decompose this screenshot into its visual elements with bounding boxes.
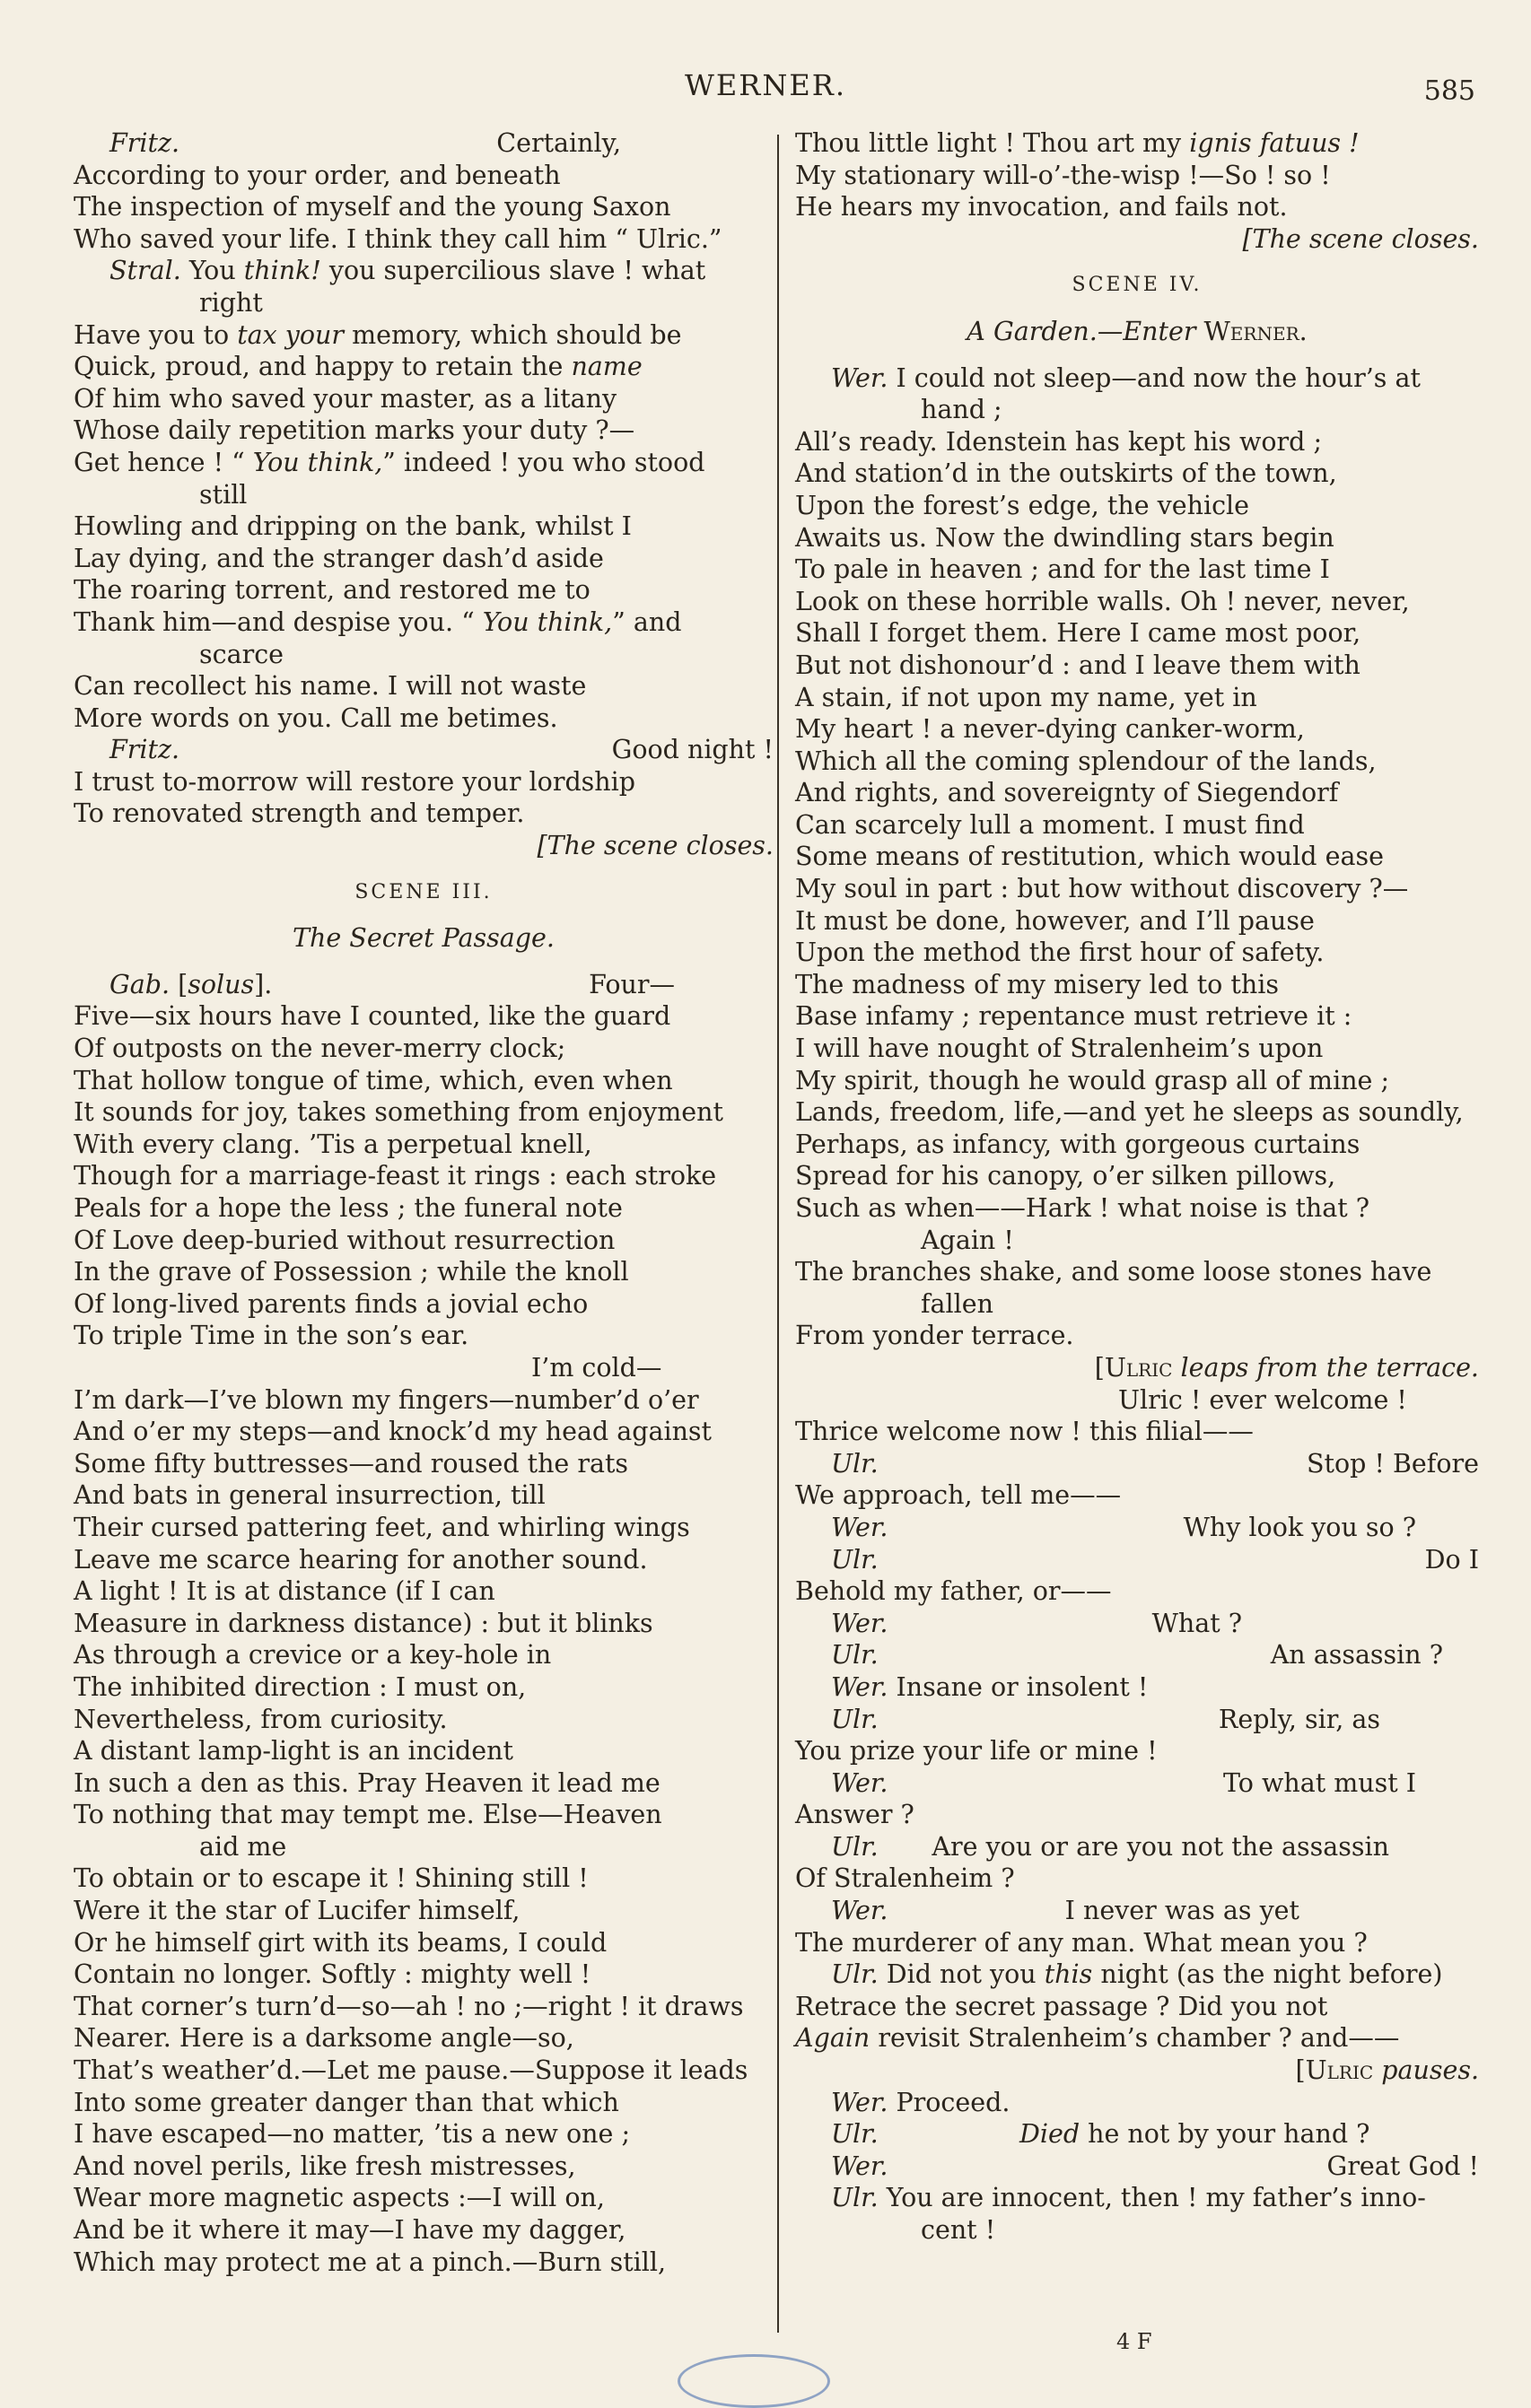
speech-text: Thank him—and despise you. “ [74,606,483,637]
speech-text: ]. [254,969,273,999]
speaker-name: Wer. [831,362,888,393]
speaker-name: Wer. [831,2151,888,2181]
verse-line: And station’d in the outskirts of the town, [795,458,1337,489]
speaker-name: Wer. [831,1512,888,1542]
verse-line: Can scarcely lull a moment. I must find [795,809,1305,840]
stage-direction [795,1352,1479,1384]
speech-text: ” indeed ! you who stood [382,447,705,477]
verse-line: That hollow tongue of time, which, even when [74,1065,673,1095]
verse-line: To renovated strength and temper. [74,798,525,829]
verse-line: Spread for his canopy, o’er silken pillows, [795,1161,1336,1191]
verse-line [74,127,774,160]
speech-text: night (as the night before) [1092,1959,1443,1990]
verse-line: Some means of restitution, which would ease [795,842,1384,872]
verse-line [74,606,774,639]
verse-line: And rights, and sovereignty of Siegendorf [795,778,1339,808]
speech-text: Good night ! [611,735,774,765]
verse-line: To nothing that may tempt me. Else—Heaven [74,1800,662,1830]
emphasis: tax your [237,319,345,350]
verse-line: A distant lamp-light is an incident [74,1736,513,1767]
speech-text: revisit Stralenheim’s chamber ? and—— [870,2023,1400,2054]
verse-line [795,362,1479,395]
verse-line: Of outposts on the never-merry clock; [74,1034,566,1064]
speech-text: you supercilious slave ! what [320,256,706,286]
verse-line: According to your order, and beneath [74,160,561,190]
emphasis: ignis fatuus ! [1189,128,1360,158]
speaker-name: Wer. [831,1608,888,1638]
verse-line [795,2182,1479,2214]
verse-line-turnover: hand ; [921,395,1002,425]
speech-text: Thou little light ! Thou art my [795,128,1190,158]
verse-line: Though for a marriage-feast it rings : each stroke [74,1161,717,1191]
verse-line [74,351,774,383]
verse-line: Wear more magnetic aspects :—I will on, [74,2183,605,2213]
left-column [74,127,774,2278]
speech-text: Proceed. [888,2087,1010,2117]
verse-line: All’s ready. Idenstein has kept his word ; [795,426,1323,457]
speech-text: he not by your hand ? [1080,2119,1370,2150]
verse-line [795,127,1479,160]
verse-line: That corner’s turn’d—so—ah ! no ;—right ! it draws [74,1991,744,2021]
verse-line: To obtain or to escape it ! Shining still ! [74,1863,589,1894]
spacer [795,301,1479,316]
speaker-name: Ulr. [831,1831,879,1862]
verse-line [795,1767,1479,1800]
speaker-name: Stral. [109,256,181,286]
speaker-name: Wer. [831,1896,888,1926]
verse-line: Awaits us. Now the dwindling stars begin [795,522,1334,553]
verse-line: Which all the coming splendour of the lands, [795,746,1377,776]
verse-line: Perhaps, as infancy, with gorgeous curtains [795,1129,1360,1159]
speaker-name: Fritz. [109,735,180,765]
speech-text: [ [170,969,188,999]
verse-line [795,1608,1479,1640]
verse-line [795,1544,1479,1576]
verse-line [795,1448,1479,1480]
verse-line: A light ! It is at distance (if I can [74,1576,495,1607]
scene-heading: SCENE III. [354,880,493,903]
speech-text: Insane or insolent ! [888,1671,1149,1702]
verse-line-turnover: fallen [921,1288,993,1319]
verse-line [74,447,774,479]
verse-line: Of Love deep-buried without resurrection [74,1225,616,1255]
stage-direction [795,2055,1479,2087]
speaker-name: Wer. [831,1671,888,1702]
verse-line: Which may protect me at a pinch.—Burn still, [74,2247,667,2277]
verse-line: In such a den as this. Pray Heaven it lead me [74,1767,661,1798]
speaker-name: Gab. [109,969,171,999]
character-name: Ulric [1305,2055,1374,2086]
verse-line: I trust to-morrow will restore your lordship [74,766,636,797]
speech-text: Did not you [878,1959,1045,1990]
speaker-name: Fritz. [109,128,180,158]
signature-mark: 4 F [1116,2329,1152,2354]
verse-line-turnover: still [199,479,248,510]
verse-line: With every clang. ’Tis a perpetual knell, [74,1129,592,1159]
right-column [795,127,1479,2247]
speech-text: You [180,256,244,286]
speech-text: I never was as yet [1064,1896,1299,1926]
stage-direction-text: pauses. [1373,2055,1479,2086]
verse-line-turnover: scarce [199,639,284,669]
verse-line: And novel perils, like fresh mistresses, [74,2151,576,2181]
speaker-name: Ulr. [831,1704,879,1734]
speech-text: Have you to [74,319,238,350]
verse-line: My spirit, though he would grasp all of mine ; [795,1065,1390,1095]
verse-line: And o’er my steps—and knock’d my head against [74,1417,713,1447]
speech-text: memory, which should be [344,319,682,350]
verse-line: Lands, freedom, life,—and yet he sleeps as soundly, [795,1097,1464,1128]
verse-line: Upon the forest’s edge, the vehicle [795,490,1250,520]
verse-line [795,2151,1479,2183]
verse-line: Leave me scarce hearing for another sound. [74,1544,648,1575]
verse-line: Measure in darkness distance) : but it blinks [74,1608,653,1638]
verse-line: It sounds for joy, takes something from enjoyment [74,1097,723,1128]
verse-line: More words on you. Call me betimes. [74,702,558,733]
stage-direction-text: solus [188,969,255,999]
verse-line: Some fifty buttresses—and roused the rats [74,1448,629,1479]
verse-line: Who saved your life. I think they call him “ Ulric.” [74,223,722,254]
verse-line: Answer ? [795,1800,914,1830]
library-stamp [678,2354,830,2408]
verse-line [795,1512,1479,1544]
running-title: WERNER. [685,68,846,102]
verse-line [74,969,774,1001]
verse-line-turnover: aid me [199,1831,287,1862]
emphasis: Again [795,2023,870,2054]
verse-line: Look on these horrible walls. Oh ! never, never, [795,586,1410,616]
speaker-name: Ulr. [831,1544,879,1575]
verse-line: Nevertheless, from curiosity. [74,1704,448,1734]
speech-text: An assassin ? [1270,1640,1443,1671]
speech-text: To what must I [1222,1767,1416,1798]
verse-line: Can recollect his name. I will not waste [74,671,587,702]
verse-line: A stain, if not upon my name, yet in [795,682,1257,712]
verse-line: It must be done, however, and I’ll pause [795,905,1315,936]
verse-line: Shall I forget them. Here I came most poor, [795,618,1361,649]
speaker-name: Ulr. [831,1959,879,1990]
verse-line: I’m cold— [531,1352,662,1383]
character-name: Werner. [1203,316,1308,346]
verse-line: That’s weather’d.—Let me pause.—Suppose it leads [74,2055,748,2086]
verse-line: My heart ! a never-dying canker-worm, [795,714,1305,745]
verse-line: As through a crevice or a key-hole in [74,1640,552,1671]
emphasis: You think, [252,447,383,477]
verse-line: Of him who saved your master, as a litany [74,383,617,414]
verse-line: To pale in heaven ; and for the last time I [795,554,1330,585]
spacer [74,862,774,877]
scene-setting [795,316,1479,348]
verse-line [795,1895,1479,1927]
verse-line: Were it the star of Lucifer himself, [74,1896,521,1926]
verse-line: Behold my father, or—— [795,1576,1112,1607]
speech-text: Great God ! [1326,2151,1479,2181]
verse-line: Of long-lived parents finds a jovial echo [74,1288,589,1319]
verse-line [795,2087,1479,2119]
bracket: [ [1094,1352,1105,1383]
verse-line: From yonder terrace. [795,1321,1074,1351]
verse-line: My soul in part : but how without discovery ?— [795,874,1409,904]
page-number: 585 [1423,75,1475,107]
spacer [795,255,1479,269]
verse-line [74,734,774,766]
verse-line: I’m dark—I’ve blown my fingers—number’d o’er [74,1384,699,1415]
verse-line [795,1671,1479,1704]
verse-line: Of Stralenheim ? [795,1863,1015,1894]
verse-line: Base infamy ; repentance must retrieve it : [795,1001,1352,1032]
speaker-name: Ulr. [831,2183,879,2213]
speech-text: I could not sleep—and now the hour’s at [888,362,1421,393]
emphasis: You think, [482,606,613,637]
speech-text: You are innocent, then ! my father’s inno- [878,2183,1426,2213]
speaker-name: Ulr. [831,1640,879,1671]
stage-direction-text: [The scene closes. [537,831,774,861]
verse-line: Five—six hours have I counted, like the guard [74,1001,671,1032]
speech-text: Reply, sir, as [1218,1704,1380,1734]
verse-line-turnover: cent ! [921,2215,996,2245]
speech-text: What ? [1151,1608,1242,1638]
verse-line: Lay dying, and the stranger dash’d aside [74,543,604,573]
verse-line: I will have nought of Stralenheim’s upon [795,1034,1324,1064]
stage-direction-text: [The scene closes. [1242,223,1479,254]
verse-line: To triple Time in the son’s ear. [74,1321,469,1351]
speaker-name: Wer. [831,1767,888,1798]
verse-line [795,1959,1479,1991]
verse-line: You prize your life or mine ! [795,1736,1158,1767]
spacer [74,908,774,922]
verse-line: Howling and dripping on the bank, whilst I [74,511,632,542]
spacer [795,348,1479,362]
verse-line: Such as when——Hark ! what noise is that ? [795,1193,1370,1223]
speech-text: ” and [612,606,682,637]
verse-line: The murderer of any man. What mean you ? [795,1927,1368,1958]
verse-line-turnover: right [199,287,263,318]
speech-text: Why look you so ? [1183,1512,1416,1542]
verse-line [74,319,774,352]
verse-line: Ulric ! ever welcome ! [1118,1384,1407,1415]
speech-text: Quick, proud, and happy to retain the [74,352,572,382]
spacer [74,955,774,969]
verse-line: The madness of my misery led to this [795,969,1279,999]
speech-text: Are you or are you not the assassin [932,1831,1389,1862]
stage-direction [74,830,774,862]
speech-text: Stop ! Before [1307,1448,1479,1479]
verse-line: I have escaped—no matter, ’tis a new one ; [74,2119,631,2150]
verse-line: The inspection of myself and the young Saxon [74,192,671,222]
scene-heading: SCENE IV. [1072,274,1203,297]
emphasis: think! [243,256,321,286]
verse-line [795,1831,1479,1863]
column-divider [777,135,779,2333]
scene-setting: The Secret Passage. [293,923,555,954]
verse-line: Retrace the secret passage ? Did you not [795,1991,1328,2021]
verse-line: In the grave of Possession ; while the knoll [74,1257,629,1287]
emphasis: this [1044,1959,1093,1990]
stage-direction-text: leaps from the terrace. [1172,1352,1479,1383]
verse-line: Or he himself girt with its beams, I could [74,1927,608,1958]
verse-line: Upon the method the first hour of safety. [795,938,1325,968]
speech-text: Get hence ! “ [74,447,253,477]
verse-line [795,1704,1479,1736]
character-name: Ulric [1104,1352,1173,1383]
speech-text: Four— [589,969,675,999]
verse-line: And be it where it may—I have my dagger, [74,2215,626,2245]
verse-line [74,255,774,287]
verse-line: The roaring torrent, and restored me to [74,575,591,606]
speech-text: Certainly, [496,128,621,158]
verse-line: He hears my invocation, and fails not. [795,192,1288,222]
verse-line: Contain no longer. Softly : mighty well ! [74,1959,591,1990]
speaker-name: Ulr. [831,1448,879,1479]
verse-line: Their cursed pattering feet, and whirling wings [74,1512,690,1542]
verse-line: We approach, tell me—— [795,1480,1122,1511]
verse-line: Nearer. Here is a darksome angle—so, [74,2023,574,2054]
verse-line: And bats in general insurrection, till [74,1480,546,1511]
bracket: [ [1295,2055,1306,2086]
verse-line: Whose daily repetition marks your duty ?— [74,415,635,446]
verse-line: Into some greater danger than that which [74,2087,619,2117]
verse-line: The branches shake, and some loose stones have [795,1257,1432,1287]
speaker-name: Wer. [831,2087,888,2117]
verse-line [795,2022,1479,2055]
speech-text: Do I [1424,1544,1479,1575]
setting-text: A Garden.—Enter [967,316,1204,346]
stage-direction [795,223,1479,256]
verse-line [795,1639,1479,1671]
verse-line: My stationary will-o’-the-wisp !—So ! so ! [795,160,1331,190]
emphasis: Died [1019,2119,1080,2150]
verse-line: The inhibited direction : I must on, [74,1671,527,1702]
verse-line [795,2118,1479,2151]
verse-line: But not dishonour’d : and I leave them with [795,650,1360,680]
verse-line-turnover: Again ! [921,1225,1014,1255]
emphasis: name [571,352,643,382]
verse-line: Peals for a hope the less ; the funeral note [74,1193,623,1223]
verse-line: Thrice welcome now ! this filial—— [795,1417,1254,1447]
speaker-name: Ulr. [831,2119,879,2150]
